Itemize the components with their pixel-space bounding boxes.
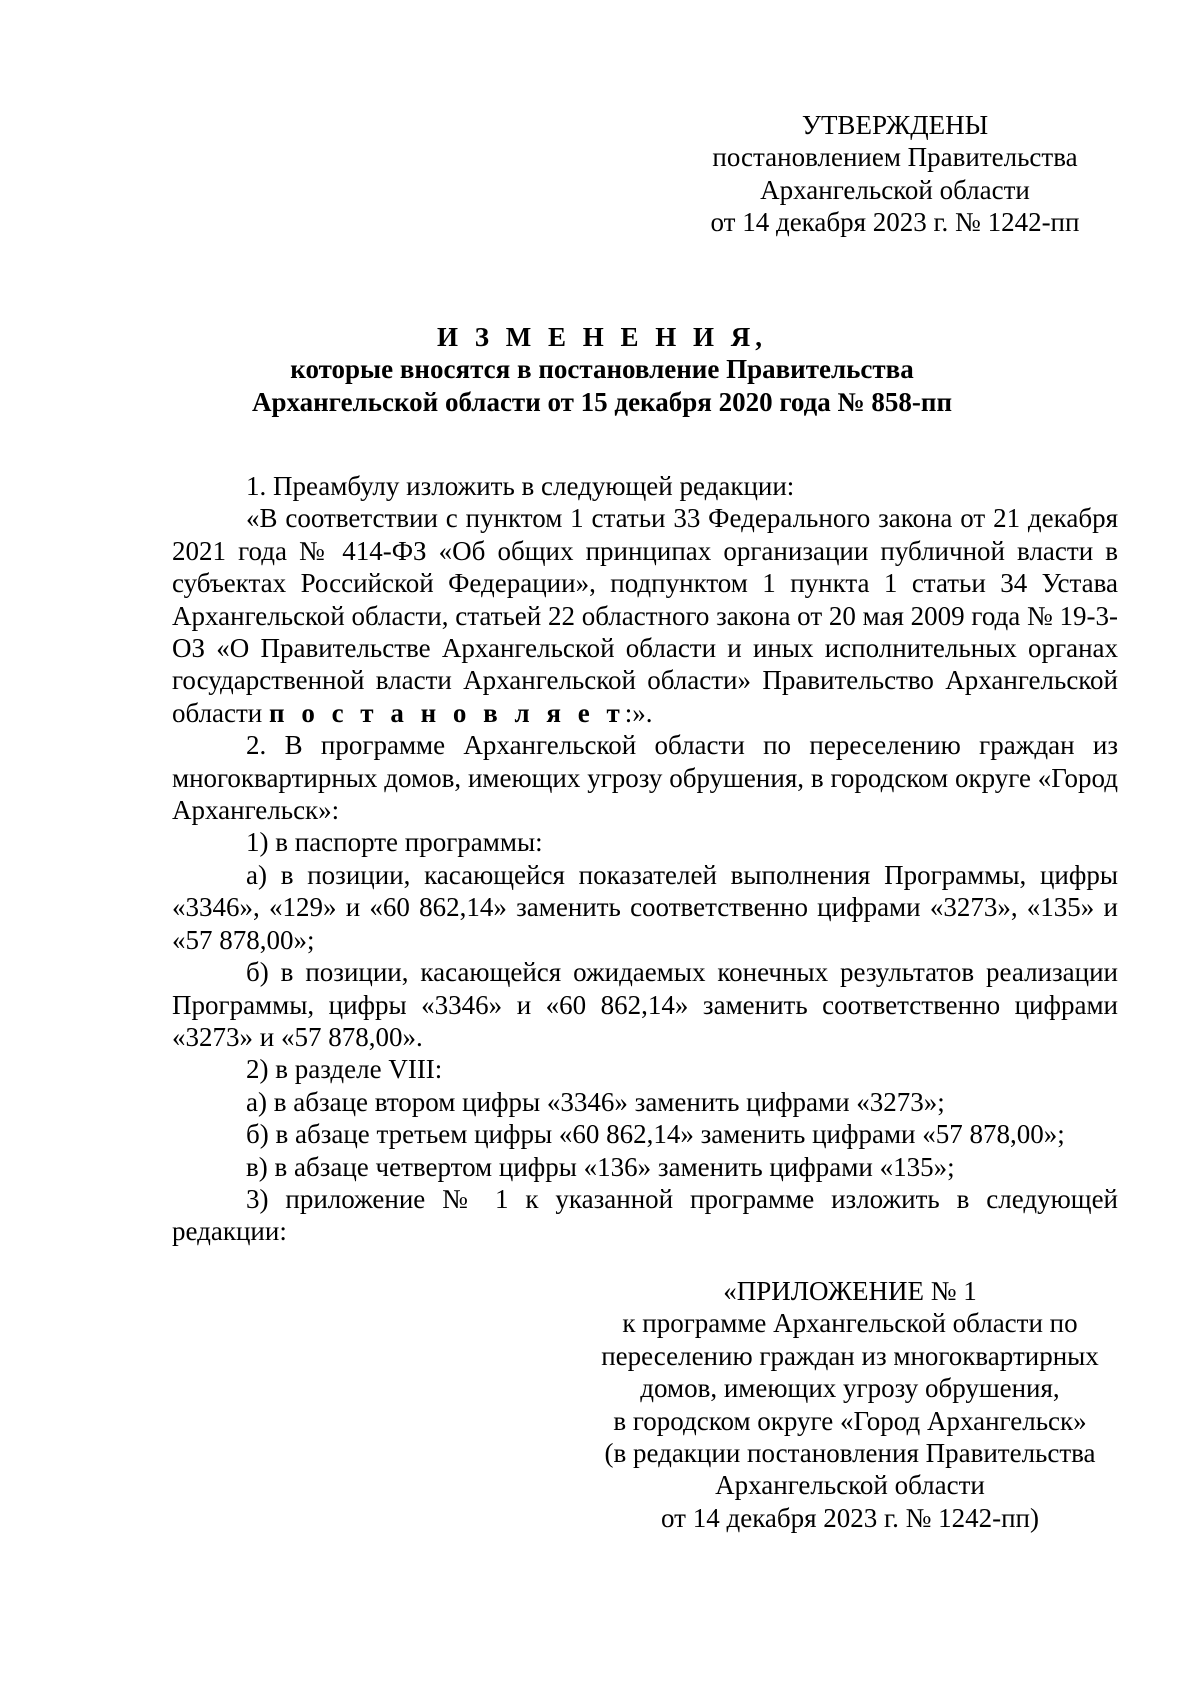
approval-line: Архангельской области	[760, 174, 1030, 205]
appendix-line: (в редакции постановления Правительства	[604, 1438, 1096, 1469]
paragraph-2	[172, 502, 1118, 729]
paragraph-7: 2) в разделе VIII:	[246, 1054, 443, 1085]
approval-stamp	[690, 109, 1100, 239]
paragraph-3: 2. В программе Архангельской области по переселению граждан из многоквартирных домов, имеющих угрозу обрушения, в городском округе «Город Архангельск»:	[172, 730, 1118, 826]
paragraph-10: в) в абзаце четвертом цифры «136» заменить цифрами «135»;	[246, 1151, 955, 1182]
document-title	[172, 321, 1032, 418]
title-line: которые вносятся в постановление Правительства	[290, 354, 914, 385]
paragraph-9: б) в абзаце третьем цифры «60 862,14» заменить цифрами «57 878,00»;	[246, 1119, 1065, 1150]
paragraph-1: 1. Преамбулу изложить в следующей редакции:	[246, 471, 795, 501]
paragraph-2-bold: п о с т а н о в л я е т	[269, 697, 625, 728]
appendix-line: в городском округе «Город Архангельск»	[613, 1405, 1087, 1436]
paragraph-8: а) в абзаце втором цифры «3346» заменить цифрами «3273»;	[246, 1086, 945, 1117]
paragraph-11: 3) приложение № 1 к указанной программе изложить в следующей редакции:	[172, 1183, 1118, 1247]
title-line: Архангельской области от 15 декабря 2020 года № 858-пп	[251, 386, 953, 417]
approval-date: от 14 декабря 2023 г. № 1242-пп	[710, 207, 1080, 238]
appendix-line: переселению граждан из многоквартирных	[601, 1340, 1099, 1371]
appendix-date: от 14 декабря 2023 г. № 1242-пп)	[661, 1502, 1039, 1533]
paragraph-4: 1) в паспорте программы:	[246, 827, 543, 858]
appendix-line: домов, имеющих угрозу обрушения,	[640, 1373, 1060, 1404]
paragraph-6: б) в позиции, касающейся ожидаемых конечных результатов реализации Программы, цифры «3346» и «60 862,14» заменить соответственно цифрами «3273» и «57 878,00».	[172, 957, 1118, 1052]
title-heading: И З М Е Н Е Н И Я,	[436, 322, 767, 352]
approval-line: постановлением Правительства	[712, 142, 1078, 173]
appendix-line: к программе Архангельской области по	[622, 1308, 1078, 1339]
document-body	[172, 470, 1118, 1248]
appendix-title: «ПРИЛОЖЕНИЕ № 1	[723, 1276, 977, 1306]
paragraph-2-text: «В соответствии с пунктом 1 статьи 33 Федерального закона от 21 декабря 2021 года № 414-ФЗ «Об общих принципах организации публичной власти в субъектах Российской Федерации», подпунктом 1 пункта 1 статьи 34 Устава Архангельской области, статьей 22 областного закона от 20 мая 2009 года № 19-3-ОЗ «О Правительстве Архангельской области и иных исполнительных органах государственной власти Архангельской области» Правительство Архангельской области	[172, 503, 1119, 728]
appendix-line: Архангельской области	[715, 1470, 985, 1501]
approval-heading: УТВЕРЖДЕНЫ	[801, 110, 989, 140]
appendix-header	[585, 1275, 1115, 1534]
paragraph-5: а) в позиции, касающейся показателей выполнения Программы, цифры «3346», «129» и «60 862,14» заменить соответственно цифрами «3273», «135» и «57 878,00»;	[172, 859, 1118, 955]
paragraph-2-end: :».	[624, 697, 653, 728]
